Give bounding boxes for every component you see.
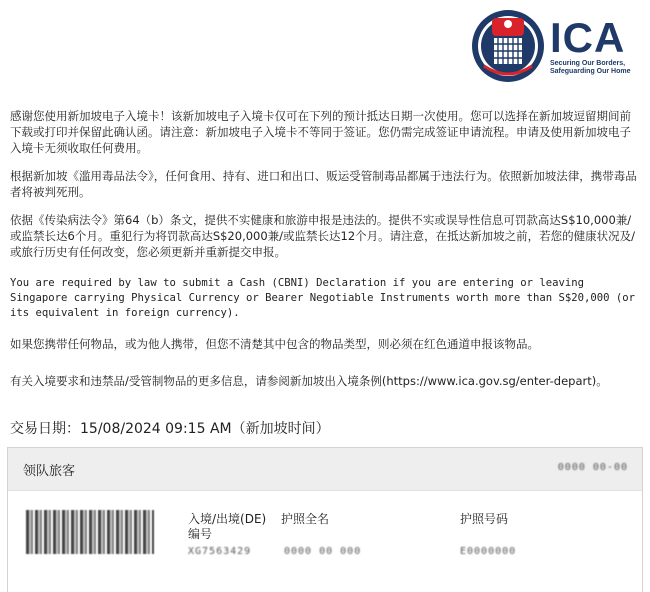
transaction-date-label: 交易日期： — [10, 421, 80, 437]
passport-number-label: 护照号码 — [460, 512, 509, 526]
passport-number-value: E0000000 — [460, 546, 517, 557]
red-channel-paragraph: 如果您携带任何物品，或为他人携带，但您不清楚其中包含的物品类型，则必须在红色通道申报该物品。 — [10, 337, 539, 351]
transaction-date-value: 15/08/2024 09:15 AM（新加坡时间） — [80, 421, 330, 437]
panel-title: 领队旅客 — [23, 464, 76, 479]
qr-code-redacted — [26, 510, 154, 554]
lead-traveller-panel — [7, 447, 643, 592]
transaction-date — [10, 420, 330, 438]
logo-wordmark: ICA — [550, 14, 626, 61]
full-name-label: 护照全名 — [281, 512, 330, 526]
de-number-label: 入境/出境(DE)编号 — [188, 512, 267, 541]
more-info-paragraph: 有关入境要求和违禁品/受管制物品的更多信息，请参阅新加坡出入境条例(https://www.ica.gov.sg/enter-depart)。 — [10, 374, 608, 388]
ica-logo — [470, 8, 630, 84]
cash-declaration-paragraph: You are required by law to submit a Cash (CBNI) Declaration if you are entering or leaving Singapore carrying Physical Currency or Bearer Negotiable Instruments worth more than S$20,000 (or its equivalent in foreign currency). — [10, 277, 636, 319]
ica-crest-icon — [470, 8, 546, 84]
panel-header-redacted: 0000 00-00 — [557, 462, 628, 473]
drug-law-paragraph: 根据新加坡《滥用毒品法令》，任何食用、持有、进口和出口、贩运受管制毒品都属于违法行为。依照新加坡法律，携带毒品者将被判死刑。 — [10, 169, 637, 199]
logo-tagline: Securing Our Borders, Safeguarding Our Home — [550, 60, 631, 75]
full-name-value: 0000 00 000 — [284, 546, 362, 557]
panel-header — [8, 448, 642, 491]
de-number-value: XG7563429 — [188, 546, 252, 557]
health-declaration-paragraph: 依据《传染病法令》第64（b）条文，提供不实健康和旅游申报是违法的。提供不实或误导性信息可罚款高达S$10,000兼/或监禁长达6个月。重犯行为将罚款高达S$20,000兼/或监禁长达12个月。请注意，在抵达新加坡之前，若您的健康状况及/或旅行历史有任何改变，您必须更新并重新提交申报。 — [10, 213, 636, 259]
intro-paragraph: 感谢您使用新加坡电子入境卡！该新加坡电子入境卡仅可在下列的预计抵达日期一次使用。您可以选择在新加坡逗留期间前下载或打印并保留此确认函。请注意：新加坡电子入境卡不等同于签证。您仍需完成签证申请流程。申请及使用新加坡电子入境卡无须收取任何费用。 — [10, 109, 631, 155]
